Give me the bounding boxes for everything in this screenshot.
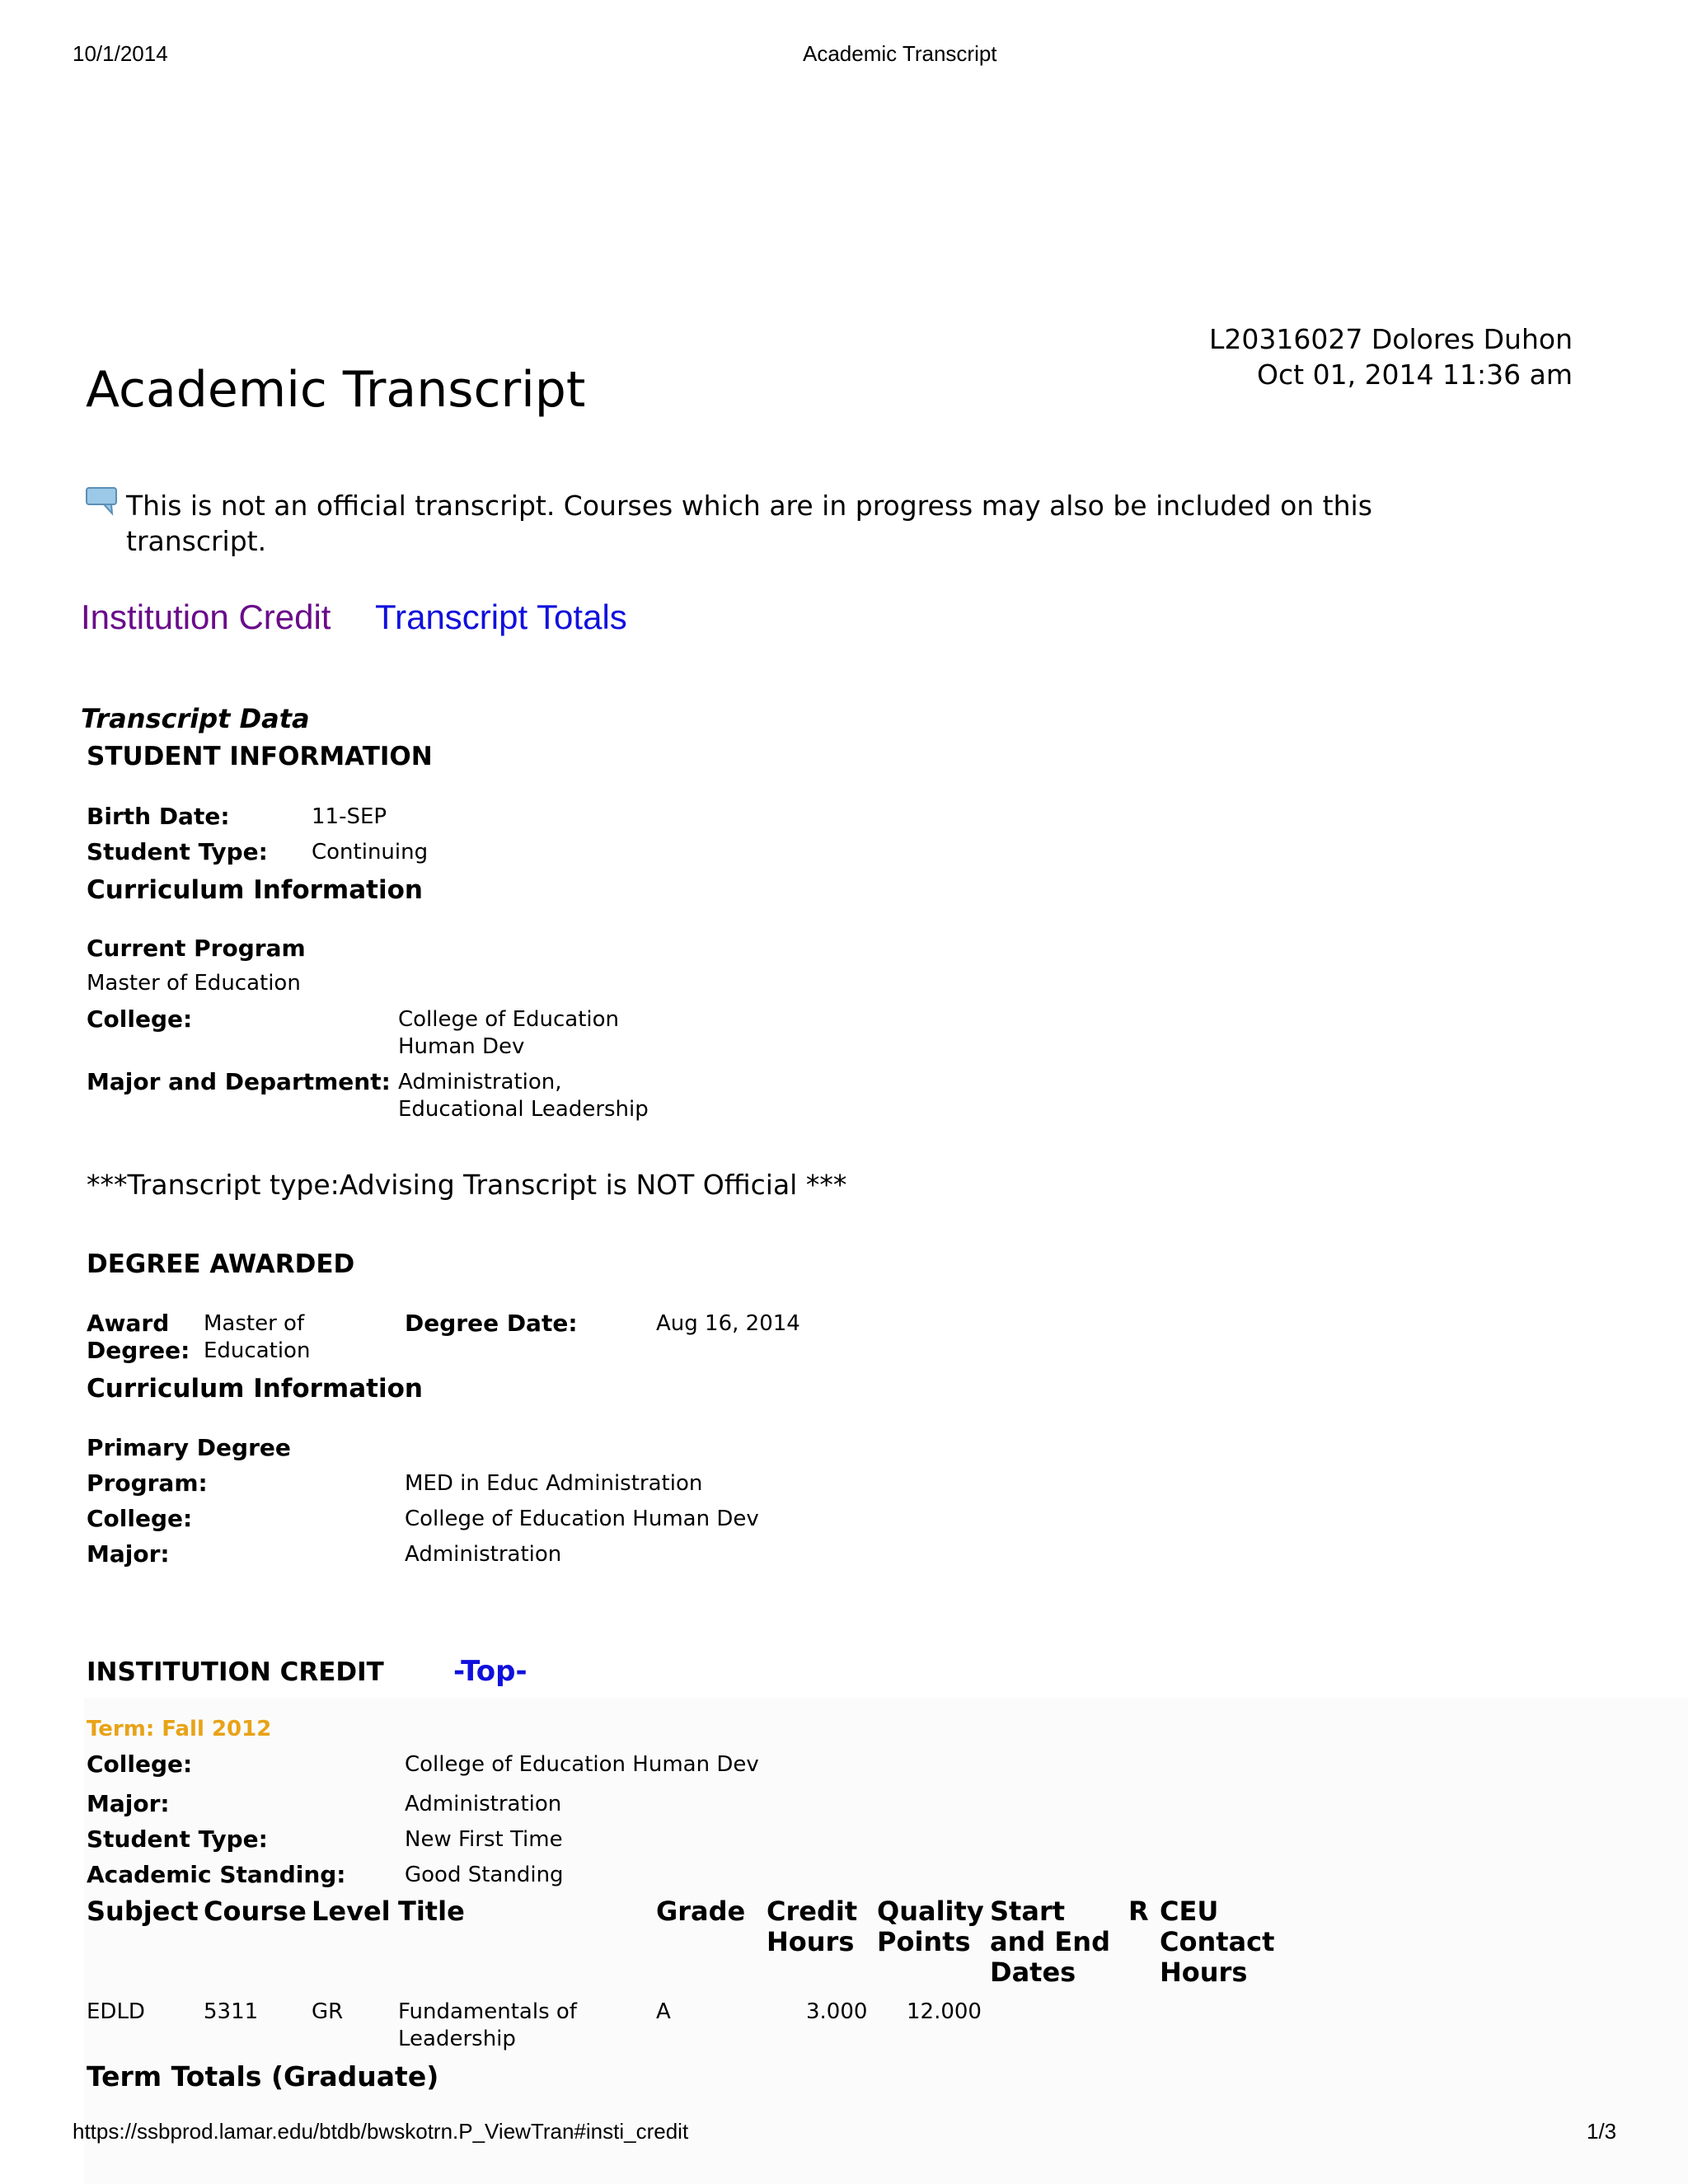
institution-credit-heading: INSTITUTION CREDIT — [87, 1657, 384, 1687]
col-quality-points-line-1: Quality — [877, 1896, 984, 1927]
col-quality-points — [877, 1896, 984, 1957]
row-title — [398, 1999, 577, 2053]
birth-date-value: 11-SEP — [312, 804, 387, 829]
row-quality-points: 12.000 — [907, 1999, 982, 2024]
print-date: 10/1/2014 — [73, 41, 168, 66]
info-icon — [86, 486, 119, 519]
birth-date-label: Birth Date: — [87, 803, 230, 830]
award-value-line-2: Education — [204, 1338, 311, 1363]
print-page-number: 1/3 — [1587, 2119, 1617, 2144]
degree-awarded-heading: DEGREE AWARDED — [87, 1249, 355, 1279]
institution-credit-link[interactable]: Institution Credit — [81, 598, 331, 636]
col-title: Title — [398, 1896, 465, 1927]
col-dates-line-3: Dates — [990, 1957, 1076, 1988]
page-title: Academic Transcript — [86, 361, 586, 419]
award-degree-label — [87, 1310, 190, 1364]
major-department-label: Major and Department: — [87, 1068, 391, 1095]
student-header — [1209, 321, 1573, 392]
term-totals-heading: Term Totals (Graduate) — [87, 2060, 439, 2093]
curriculum-information-heading-2: Curriculum Information — [87, 1374, 423, 1404]
col-ceu-line-1: CEU — [1160, 1896, 1219, 1927]
college-label: College: — [87, 1005, 193, 1033]
college-value-line-1: College of Education — [398, 1007, 620, 1032]
academic-standing-label: Academic Standing: — [87, 1861, 346, 1888]
student-type-label: Student Type: — [87, 838, 268, 865]
col-quality-points-line-2: Points — [877, 1926, 971, 1957]
term-college-label: College: — [87, 1750, 193, 1778]
student-id-name: L20316027 Dolores Duhon — [1209, 323, 1573, 355]
term-student-type-label: Student Type: — [87, 1825, 268, 1853]
major-value-line-2: Educational Leadership — [398, 1097, 649, 1122]
col-start-end-dates — [990, 1896, 1110, 1988]
unofficial-notice — [126, 488, 1372, 559]
award-degree-value — [204, 1310, 310, 1365]
award-label-line-1: Award — [87, 1310, 170, 1337]
notice-line-1: This is not an official transcript. Courses which are in progress may also be included on this — [126, 490, 1372, 522]
col-credit-hours — [767, 1896, 857, 1957]
row-course: 5311 — [204, 1999, 259, 2024]
col-dates-line-2: and End — [990, 1926, 1110, 1957]
college-label-2: College: — [87, 1505, 193, 1532]
row-subject: EDLD — [87, 1999, 145, 2024]
col-ceu-line-3: Hours — [1160, 1957, 1248, 1988]
col-credit-hours-line-2: Hours — [767, 1926, 855, 1957]
program-label: Program: — [87, 1469, 208, 1497]
academic-standing-value: Good Standing — [405, 1863, 564, 1887]
col-subject: Subject — [87, 1896, 199, 1927]
degree-date-value: Aug 16, 2014 — [656, 1311, 800, 1336]
college-value-2: College of Education Human Dev — [405, 1507, 759, 1531]
major-department-value — [398, 1069, 649, 1123]
top-link[interactable]: -Top- — [453, 1655, 528, 1688]
row-grade: A — [656, 1999, 671, 2024]
term-major-label: Major: — [87, 1790, 170, 1817]
major-value-line-1: Administration, — [398, 1070, 562, 1094]
report-timestamp: Oct 01, 2014 11:36 am — [1257, 359, 1573, 391]
student-information-heading: STUDENT INFORMATION — [87, 742, 433, 771]
major-label-2: Major: — [87, 1540, 170, 1568]
row-title-line-1: Fundamentals of — [398, 1999, 577, 2024]
degree-date-label: Degree Date: — [405, 1310, 578, 1337]
award-label-line-2: Degree: — [87, 1337, 190, 1364]
col-dates-line-1: Start — [990, 1896, 1066, 1927]
print-title: Academic Transcript — [803, 41, 997, 66]
transcript-totals-link[interactable]: Transcript Totals — [375, 598, 627, 636]
primary-degree-label: Primary Degree — [87, 1434, 291, 1461]
college-value — [398, 1006, 619, 1061]
curriculum-information-heading: Curriculum Information — [87, 875, 423, 905]
notice-line-2: transcript. — [126, 525, 267, 557]
current-program-label: Current Program — [87, 935, 306, 962]
col-grade: Grade — [656, 1896, 746, 1927]
transcript-type-notice: ***Transcript type:Advising Transcript is NOT Official *** — [87, 1169, 847, 1201]
print-footer-url: https://ssbprod.lamar.edu/btdb/bwskotrn.P_ViewTran#insti_credit — [73, 2119, 689, 2144]
term-college-value: College of Education Human Dev — [405, 1752, 759, 1777]
term-student-type-value: New First Time — [405, 1827, 563, 1852]
col-credit-hours-line-1: Credit — [767, 1896, 858, 1927]
major-value-2: Administration — [405, 1542, 562, 1567]
col-ceu-contact-hours — [1160, 1896, 1274, 1988]
col-course: Course — [204, 1896, 307, 1927]
term-label: Term: Fall 2012 — [87, 1717, 272, 1741]
col-level: Level — [312, 1896, 391, 1927]
col-r: R — [1128, 1896, 1149, 1927]
row-title-line-2: Leadership — [398, 2027, 516, 2051]
row-level: GR — [312, 1999, 344, 2024]
program-value: MED in Educ Administration — [405, 1471, 703, 1496]
student-type-value: Continuing — [312, 840, 429, 865]
term-major-value: Administration — [405, 1792, 562, 1816]
award-value-line-1: Master of — [204, 1311, 305, 1336]
row-credit-hours: 3.000 — [806, 1999, 868, 2024]
transcript-data-caption: Transcript Data — [81, 703, 310, 734]
college-value-line-2: Human Dev — [398, 1034, 525, 1059]
col-ceu-line-2: Contact — [1160, 1926, 1275, 1957]
current-program-value: Master of Education — [87, 971, 301, 996]
